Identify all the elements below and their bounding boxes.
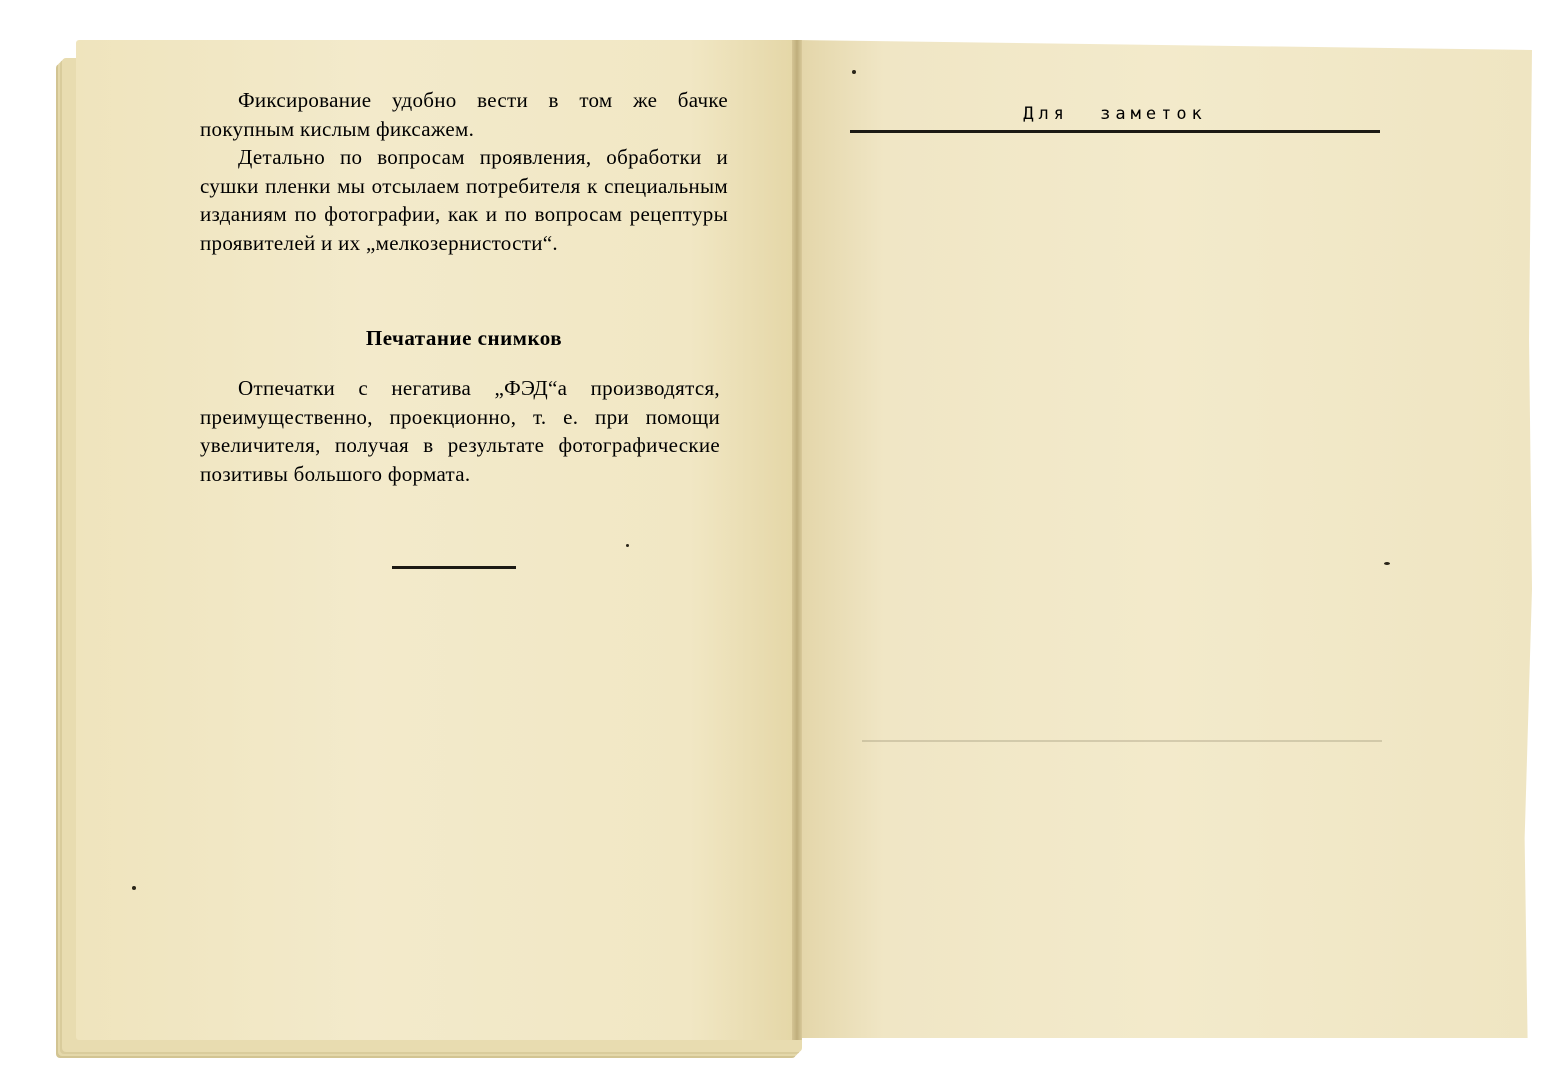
left-page-body	[200, 86, 728, 257]
notes-title: Для заметок	[1023, 104, 1207, 124]
section-heading: Печатание снимков	[365, 326, 563, 350]
paper-speck	[626, 544, 629, 547]
paper-speck	[132, 886, 136, 890]
paragraph-printing: Отпечатки с негатива „ФЭД“а производятся, преимущественно, проекционно, т. е. при помощи увеличителя, получая в результате фотографические позитивы большого формата.	[200, 376, 720, 486]
paragraph-fixing: Фиксирование удобно вести в том же бачке покупным кислым фиксажем.	[200, 88, 728, 141]
paragraph-references: Детально по вопросам проявления, обработки и сушки пленки мы отсылаем потребителя к специальным изданиям по фотографии, как и по вопросам рецептуры проявителей и их „мелкозернистости“.	[200, 145, 728, 255]
book-gutter	[792, 40, 802, 1040]
section-body	[200, 374, 720, 488]
paper-speck	[852, 70, 856, 74]
section-end-rule	[392, 566, 516, 569]
paper-speck	[1384, 562, 1390, 565]
right-page	[796, 40, 1532, 1038]
notes-title-rule	[850, 130, 1380, 133]
show-through-rule	[862, 740, 1382, 742]
